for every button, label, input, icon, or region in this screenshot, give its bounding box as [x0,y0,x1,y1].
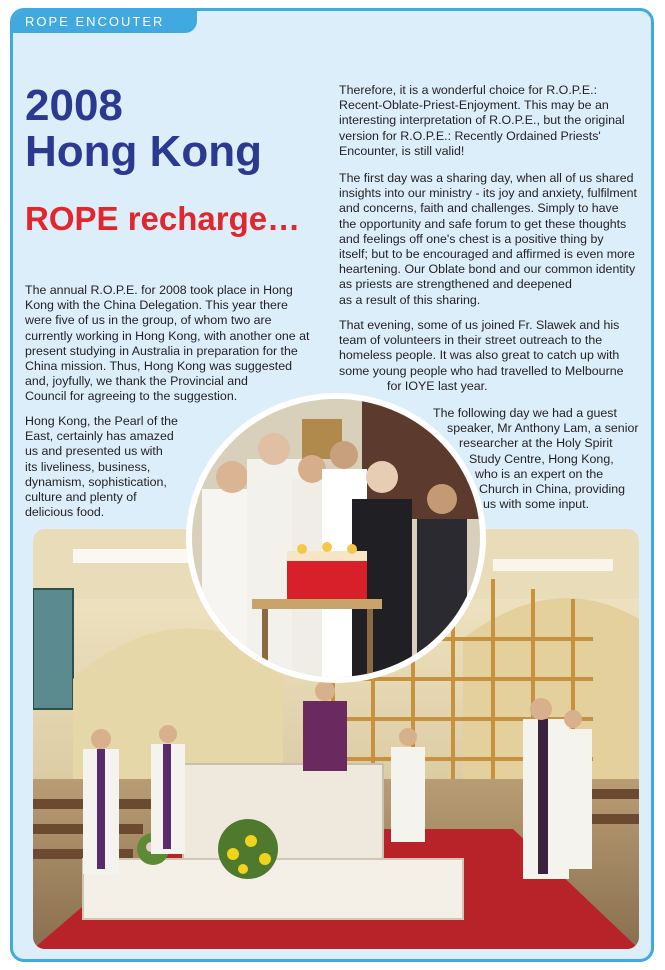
paragraph-first-day [339,171,645,308]
text-line: interesting interpretation of R.O.P.E., but the original [339,113,625,128]
text-line: speaker, Mr Anthony Lam, a senior [447,421,639,436]
text-line: Hong Kong, the Pearl of the [25,414,178,428]
subtitle: ROPE recharge… [25,200,301,237]
text-line: the opportunity and safe forum to get these thoughts [339,216,627,231]
text-line: us and presented us with [25,444,163,459]
text-line: The first day was a sharing day, when all of us shared [339,171,634,185]
paragraph-pearl [25,414,185,520]
page-title [25,83,262,175]
text-line: researcher at the Holy Spirit [459,436,613,451]
text-line: Kong with the China Delegation. This year there [25,298,288,313]
text-line: culture and plenty of [25,490,137,505]
text-line: dynamism, sophistication, [25,474,167,489]
text-line: The annual R.O.P.E. for 2008 took place in Hong [25,283,293,297]
text-line: and, joyfully, we thank the Provincial and [25,374,248,389]
text-line: us with some input. [483,497,590,512]
text-line: Church in China, providing [479,482,626,497]
text-line: some young people who had travelled to Melbourne [339,363,624,378]
text-line: homeless people. It was also great to catch up with [339,348,620,363]
text-line: insights into our ministry - its joy and anxiety, fulfilment [339,186,637,201]
text-line: team of volunteers in their street outreach to the [339,333,603,348]
text-line: Therefore, it is a wonderful choice for R.O.P.E.: [339,83,598,97]
section-tab: ROPE ENCOUTER [13,11,197,33]
paragraph-evening [339,318,645,394]
group-cake-photo [186,393,486,683]
text-line: The following day we had a guest [433,406,617,420]
text-line: its liveliness, business, [25,459,151,474]
text-line: delicious food. [25,505,105,520]
group-cake-illustration [192,399,480,677]
title-line-place: Hong Kong [25,127,263,176]
text-line: That evening, some of us joined Fr. Slawek and his [339,318,620,332]
text-line: who is an expert on the [475,466,604,481]
text-line: East, certainly has amazed [25,429,174,444]
text-line: as priests are strengthened and deepened [339,277,572,292]
text-line: Recent-Oblate-Priest-Enjoyment. This may be an [339,98,609,113]
text-line: China mission. Thus, Hong Kong was suggested [25,359,293,374]
text-line: currently working in Hong Kong, with another one at [25,328,310,343]
page-frame [10,8,654,962]
text-line: Council for agreeing to the suggestion. [25,389,238,404]
text-line: heartening. Our Oblate bond and our common identity [339,262,636,277]
text-line: Encounter, is still valid! [339,143,465,158]
paragraph-therefore [339,83,645,159]
text-line: for IOYE last year. [387,378,488,393]
paragraph-annual [25,283,325,405]
text-line: were five of us in the group, of whom two are [25,313,272,328]
text-line: Study Centre, Hong Kong, [469,451,614,466]
text-line: as a result of this sharing. [339,292,481,307]
text-line: and concerns, faith and challenges. Simply to have [339,201,619,216]
text-line: present studying in Australia in preparation for the [25,343,298,358]
text-line: version for R.O.P.E.: Recently Ordained Priests' [339,128,601,143]
text-line: and feelings off one's chest is a positive thing by [339,231,604,246]
text-line: itself; but to be encouraged and affirmed is even more [339,247,635,262]
title-line-year: 2008 [25,81,123,130]
